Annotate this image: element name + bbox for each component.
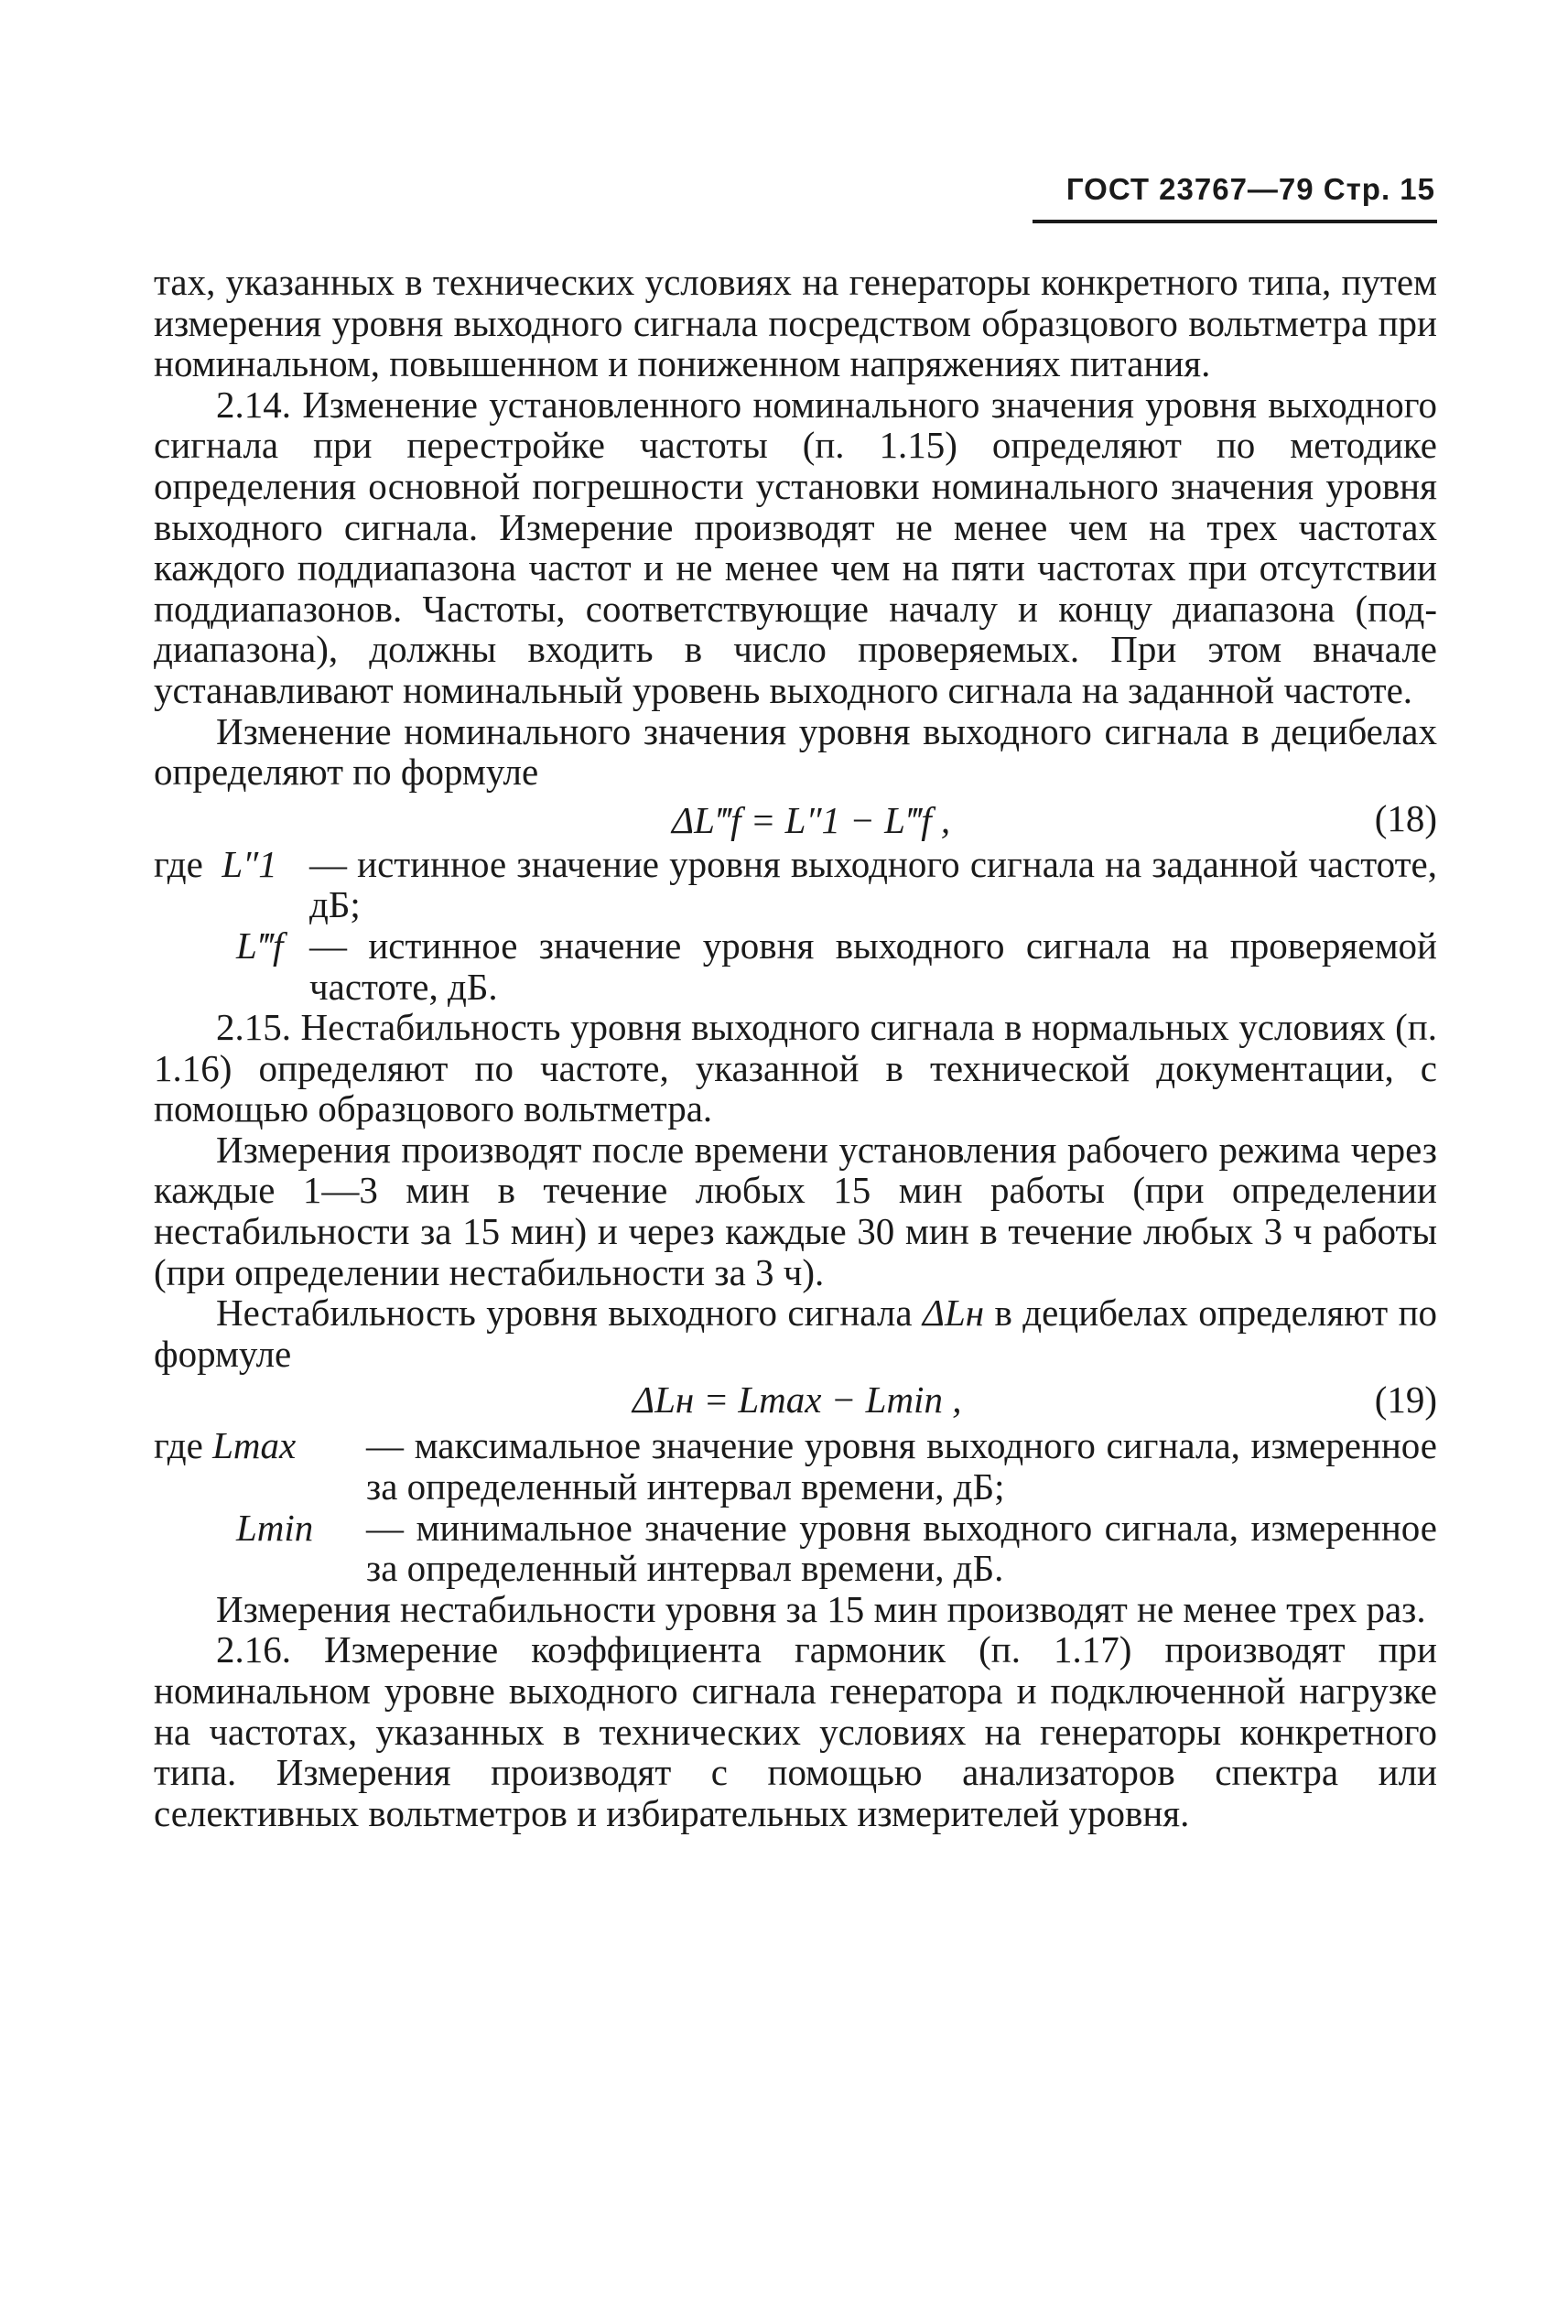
definition-lf-text: — истинное значение уровня выходного сигнала на проверяемой частоте, дБ. — [309, 924, 1437, 1008]
paragraph-instability — [154, 1292, 1437, 1374]
symbol-l1: L″1 — [222, 842, 277, 885]
paragraph-formula-18-intro: Изменение номинального значения уровня выходного сигнала в децибелах определяют по формуле — [154, 709, 1437, 794]
symbol-delta-ln: ΔLн — [922, 1292, 985, 1335]
formula-18-expression: ΔL‴f = L″1 − L‴f , — [672, 798, 951, 841]
definition-lf — [154, 925, 1437, 1007]
definition-lmax-lead — [154, 1425, 296, 1466]
paragraph-2-15: 2.15. Нестабильность уровня выходного сигнала в нормальных условиях (п. 1.16) определяют по частоте, указанной в технической документации, с помощью образцового вольтметра. — [154, 1006, 1437, 1130]
definition-lmin-text: — минимальное значение уровня выходного сигнала, измеренное за определенный интервал времени, дБ. — [366, 1506, 1437, 1590]
page-header: ГОСТ 23767—79 Стр. 15 — [1065, 172, 1435, 206]
symbol-lf: L‴f — [236, 924, 284, 967]
instability-text-a: Нестабильность уровня выходного сигнала — [216, 1292, 913, 1335]
document-body — [154, 262, 1437, 1833]
definition-lmax-text: — максимальное значение уровня выходного сигнала, измеренное за определенный интервал времени, дБ; — [366, 1424, 1437, 1508]
definition-l1-lead — [154, 844, 277, 885]
formula-19-expression: ΔLн = Lmax − Lmin , — [633, 1378, 962, 1421]
formula-18-number: (18) — [1374, 796, 1437, 839]
paragraph-2-16: 2.16. Измерение коэффициента гармоник (п. 1.17) производят при номинальном уровне выходного сигнала генератора и подключенной нагрузке на частотах, указанных в технических условиях на генераторы конкретного типа. Измерения производят с помощью анализаторов спектра или селективных вольтметров и избирательных измерителей уровня. — [154, 1628, 1437, 1834]
paragraph-2-14: 2.14. Изменение установленного номинального значения уровня выходного сигнала при перестройке частоты (п. 1.15) определяют по методике определения основной погрешности установки номинального значения уровня выходного сигнала. Измерение производят не менее чем на трех частотах каждого поддиапазона частот и не менее чем на пяти частотах при отсутствии поддиапазонов. Частоты, соответствующие началу и концу диапазона (поддиапазона), должны входить в число проверяемых. При этом вначале устанавливают номинальный уровень выходного сигнала на заданной частоте. — [154, 383, 1437, 711]
paragraph-continuation: тах, указанных в технических условиях на генераторы конкретного типа, путем измерения уровня выходного сигнала посредством образцового вольтметра при номинальном, повышенном и пониженном напряжениях питания. — [154, 261, 1437, 385]
formula-19 — [154, 1374, 1437, 1425]
instability-text-b: в децибелах определяют по формуле — [154, 1292, 1438, 1375]
symbol-lmin: Lmin — [236, 1506, 314, 1549]
definition-lmin — [154, 1508, 1437, 1589]
header-rule — [1033, 220, 1437, 223]
definition-l1-text: — истинное значение уровня выходного сигнала на заданной частоте, дБ; — [309, 842, 1437, 926]
paragraph-measurements: Измерения производят после времени установления рабочего режима через каждые 1—3 мин в течение любых 15 мин работы (при определении нестабильности за 15 мин) и через каждые 30 мин в течение любых 3 ч работы (при определении нестабильности за 3 ч). — [154, 1128, 1437, 1293]
where-word: где — [154, 842, 203, 885]
where-word-2: где — [154, 1424, 203, 1467]
paragraph-repeat: Измерения нестабильности уровня за 15 мин производят не менее трех раз. — [216, 1587, 1426, 1630]
symbol-lmax: Lmax — [212, 1424, 297, 1467]
formula-18 — [154, 793, 1437, 844]
definition-l1 — [154, 844, 1437, 925]
formula-19-number: (19) — [1374, 1378, 1437, 1421]
definition-lmax — [154, 1425, 1437, 1507]
